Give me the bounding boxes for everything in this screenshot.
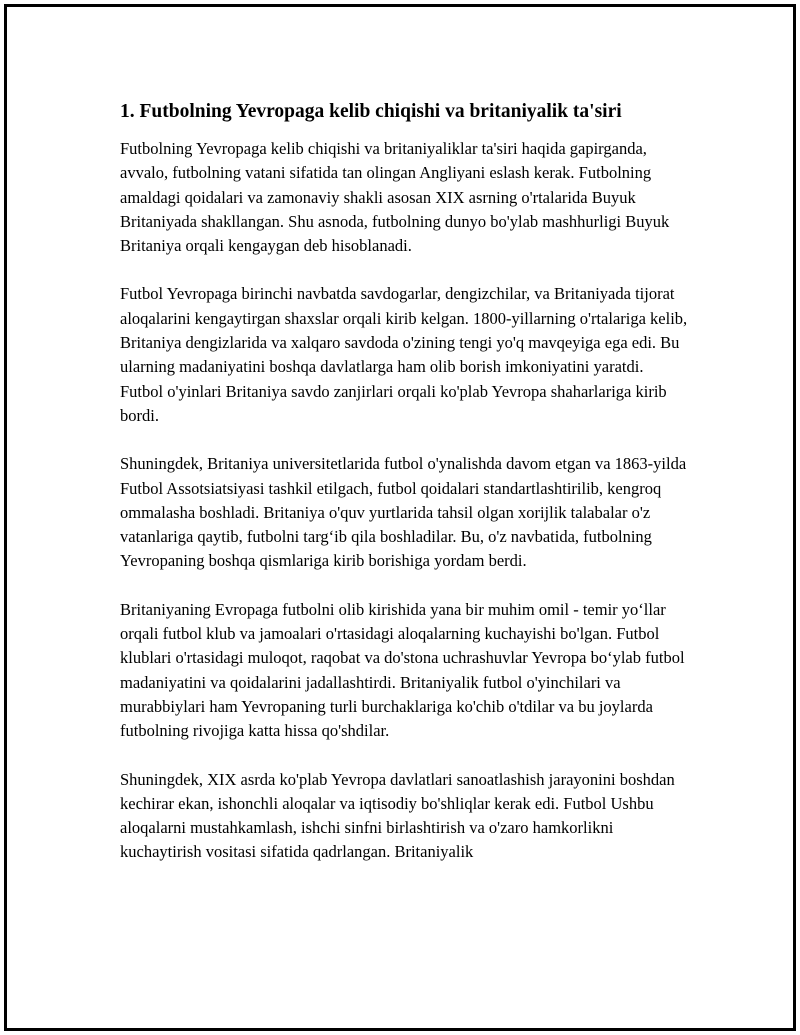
paragraph-2: Futbol Yevropaga birinchi navbatda savdogarlar, dengizchilar, va Britaniyada tijorat aloqalarini kengaytirgan shaxslar orqali kirib kelgan. 1800-yillarning o'rtalariga kelib, Britaniya dengizlarida va xalqaro savdoda o'zining tengi yo'q mavqeyiga ega edi. Bu ularning madaniyatini boshqa davlatlarga ham olib borish imkoniyatini yaratdi. Futbol o'yinlari Britaniya savdo zanjirlari orqali ko'plab Yevropa shaharlariga kirib bordi.: [120, 284, 688, 425]
paragraph-4: Britaniyaning Evropaga futbolni olib kirishida yana bir muhim omil - temir yo‘llar orqali futbol klub va jamoalari o'rtasidagi aloqalarning kuchayishi bo'lgan. Futbol klublari o'rtasidagi muloqot, raqobat va do'stona uchrashuvlar Yevropa bo‘ylab futbol madaniyatini va qoidalarini jadallashtirdi. Britaniyalik futbol o'yinchilari va murabbiylari ham Yevropaning turli burchaklariga ko'chib o'tdilar va bu joylarda futbolning rivojiga katta hissa qo'shdilar.: [120, 599, 685, 741]
paragraph-1: Futbolning Yevropaga kelib chiqishi va britaniyaliklar ta'siri haqida gapirganda, avvalo, futbolning vatani sifatida tan olingan Angliyani eslash kerak. Futbolning amaldagi qoidalari va zamonaviy shakli asosan XIX asrning o'rtalarida Buyuk Britaniyada shakllangan. Shu asnoda, futbolning dunyo bo'ylab mashhurligi Buyuk Britaniya orqali kengaygan deb hisoblanadi.: [120, 139, 670, 256]
paragraph-3: Shuningdek, Britaniya universitetlarida futbol o'ynalishda davom etgan va 1863-yilda Futbol Assotsiatsiyasi tashkil etilgach, futbol qoidalari standartlashtirilib, kengroq ommalasha boshladi. Britaniya o'quv yurtlarida tahsil olgan xorijlik talabalar o'z vatanlariga qaytib, futbolni targ‘ib qila boshladilar. Bu, o'z navbatida, futbolning Yevropaning boshqa qismlariga kirib borishiga yordam berdi.: [120, 454, 687, 571]
document-page: [4, 4, 796, 1031]
document-content: [120, 99, 688, 889]
section-heading: 1. Futbolning Yevropaga kelib chiqishi va britaniyalik ta'siri: [120, 101, 622, 122]
paragraph-5: Shuningdek, XIX asrda ko'plab Yevropa davlatlari sanoatlashish jarayonini boshdan kechirar ekan, ishonchli aloqalar va iqtisodiy bo'shliqlar kerak edi. Futbol Ushbu aloqalarni mustahkamlash, ishchi sinfni birlashtirish va o'zaro hamkorlikni kuchaytirish vositasi sifatida qadrlangan. Britaniyalik: [120, 769, 675, 862]
